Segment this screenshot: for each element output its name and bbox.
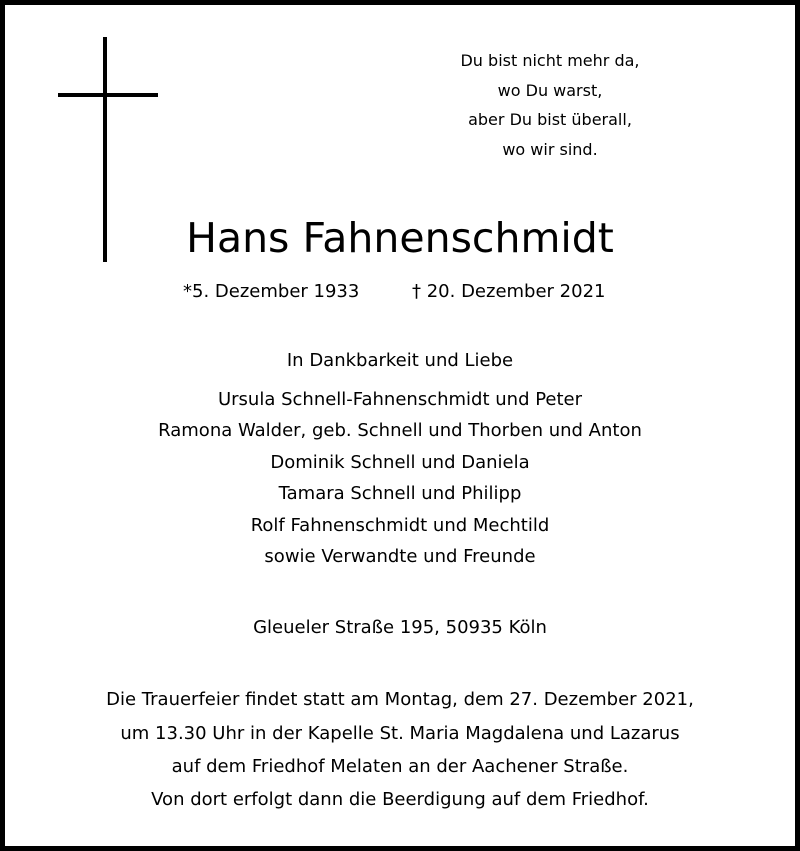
deceased-name: Hans Fahnenschmidt (186, 214, 614, 262)
mourner-line: Ursula Schnell-Fahnenschmidt und Peter (217, 389, 583, 410)
service-line: um 13.30 Uhr in der Kapelle St. Maria Magdalena und Lazarus (120, 722, 680, 744)
service-details (0, 683, 800, 784)
mourners-list (0, 384, 800, 572)
mourner-line: Ramona Walder, geb. Schnell und Thorben und Anton (158, 420, 642, 442)
verse-line: Du bist nicht mehr da, (460, 51, 640, 70)
verse-line: aber Du bist überall, (468, 110, 632, 129)
cross-horizontal-bar (58, 93, 158, 97)
verse-line: wo Du warst, (497, 80, 603, 100)
mourner-line: Dominik Schnell und Daniela (270, 451, 530, 473)
mourner-line: sowie Verwandte und Freunde (264, 546, 536, 568)
birth-date: *5. Dezember 1933 (183, 281, 360, 302)
burial-note: Von dort erfolgt dann die Beerdigung auf dem Friedhof. (151, 789, 649, 810)
service-line: auf dem Friedhof Melaten an der Aachener Straße. (171, 756, 629, 777)
thanks-line: In Dankbarkeit und Liebe (286, 350, 514, 371)
mourner-line: Tamara Schnell und Philipp (278, 483, 522, 505)
family-address: Gleueler Straße 195, 50935 Köln (253, 617, 547, 638)
memorial-verse (420, 46, 680, 164)
verse-line: wo wir sind. (502, 139, 598, 159)
mourner-line: Rolf Fahnenschmidt und Mechtild (250, 514, 550, 536)
service-line: Die Trauerfeier findet statt am Montag, dem 27. Dezember 2021, (106, 689, 694, 710)
death-date: † 20. Dezember 2021 (412, 281, 606, 302)
life-dates (183, 278, 633, 306)
